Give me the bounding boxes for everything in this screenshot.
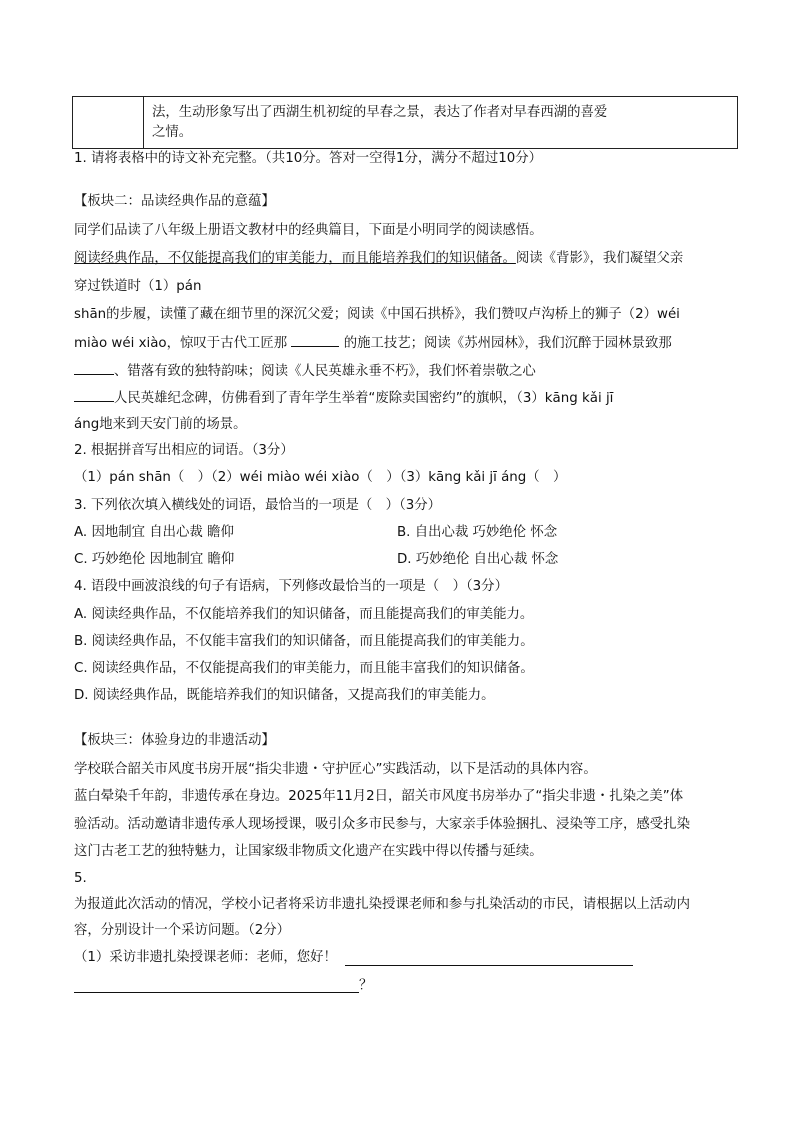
q4-option-c[interactable]: C. 阅读经典作品，不仅能提高我们的审美能力，而且能丰富我们的知识储备。	[74, 661, 534, 676]
para-text: miào wéi xiào，惊叹于古代工匠那	[74, 336, 288, 351]
q3-option-a[interactable]: A. 因地制宜 自出心裁 瞻仰	[74, 525, 234, 540]
question-3: 3. 下列依次填入横线处的词语，最恰当的一项是（ ）（3分）	[74, 498, 442, 513]
section-3-intro: 学校联合韶关市风度书房开展“指尖非遗・守护匠心”实践活动，以下是活动的具体内容。	[74, 762, 597, 777]
question-5-line: 为报道此次活动的情况，学校小记者将采访非遗扎染授课老师和参与扎染活动的市民，请根据以上活动内	[74, 897, 690, 912]
question-2-items: （1）pán shān（ ）（2）wéi miào wéi xiào（ ）（3）kāng kǎi jī áng（ ）	[74, 470, 567, 485]
question-5-sub1: （1）采访非遗扎染授课老师：老师，您好！	[74, 950, 337, 965]
q3-option-d[interactable]: D. 巧妙绝伦 自出心裁 怀念	[397, 552, 559, 567]
section-2-para-line	[74, 387, 613, 409]
section-3-title: 【板块三：体验身边的非遗活动】	[74, 733, 275, 748]
table-cell-line: 法，生动形象写出了西湖生机初绽的早春之景，表达了作者对早春西湖的喜爱	[152, 105, 608, 120]
q4-option-b[interactable]: B. 阅读经典作品，不仅能丰富我们的知识储备，而且能提高我们的审美能力。	[74, 634, 534, 649]
table-divider	[143, 97, 144, 148]
para-text: 的施工技艺；阅读《苏州园林》，我们沉醉于园林景致那	[343, 336, 672, 351]
section-2-para-line	[74, 360, 536, 382]
table-cell-text	[152, 103, 607, 143]
section-2-title: 【板块二：品读经典作品的意蕴】	[74, 194, 275, 209]
para-text: 、错落有致的独特韵味；阅读《人民英雄永垂不朽》，我们怀着崇敬之心	[114, 364, 536, 379]
q3-option-c[interactable]: C. 巧妙绝伦 因地制宜 瞻仰	[74, 552, 235, 567]
q3-option-b[interactable]: B. 自出心裁 巧妙绝伦 怀念	[397, 525, 558, 540]
table-cell-line: 之情。	[152, 125, 193, 140]
section-3-para-line: 这门古老工艺的独特魅力，让国家级非物质文化遗产在实践中得以传播与延续。	[74, 844, 543, 859]
q4-option-a[interactable]: A. 阅读经典作品，不仅能培养我们的知识储备，而且能提高我们的审美能力。	[74, 607, 534, 622]
section-2-para-line: shān的步履，读懂了藏在细节里的深沉父爱；阅读《中国石拱桥》，我们赞叹卢沟桥上的狮子（2）wéi	[74, 307, 680, 322]
question-5-line: 容，分别设计一个采访问题。（2分）	[74, 923, 291, 938]
question-1: 1. 请将表格中的诗文补充完整。（共10分。答对一空得1分，满分不超过10分）	[74, 151, 543, 166]
para-text: 阅读《背影》，我们凝望父亲	[515, 251, 684, 266]
section-2-para-line: áng地来到天安门前的场景。	[74, 417, 247, 432]
section-2-para-line: 穿过铁道时（1）pán	[74, 279, 202, 294]
fill-blank[interactable]	[74, 387, 114, 402]
section-2-para-line	[74, 249, 683, 269]
q4-option-d[interactable]: D. 阅读经典作品，既能培养我们的知识储备，又提高我们的审美能力。	[74, 688, 495, 703]
section-3-para-line: 验活动。活动邀请非遗传承人现场授课，吸引众多市民参与，大家亲手体验捆扎、浸染等工序，感受扎染	[74, 817, 690, 832]
section-2-intro: 同学们品读了八年级上册语文教材中的经典篇目，下面是小明同学的阅读感悟。	[74, 223, 543, 238]
section-3-para-line: 蓝白晕染千年韵，非遗传承在身边。2025年11月2日，韶关市风度书房举办了“指尖非遗・扎染之美”体	[74, 789, 684, 804]
answer-line[interactable]	[74, 992, 359, 993]
fill-blank[interactable]	[74, 360, 114, 375]
fill-blank[interactable]	[291, 332, 339, 347]
answer-line[interactable]	[345, 965, 633, 966]
question-mark: ？	[359, 978, 373, 993]
para-text: 人民英雄纪念碑，仿佛看到了青年学生举着“废除卖国密约”的旗帜，（3）kāng kǎi jī	[114, 391, 614, 406]
question-2: 2. 根据拼音写出相应的词语。（3分）	[74, 443, 294, 458]
wavy-sentence: 阅读经典作品，不仅能提高我们的审美能力，而且能培养我们的知识储备。	[74, 251, 516, 266]
question-5-number: 5.	[74, 871, 87, 886]
section-2-para-line	[74, 332, 672, 354]
question-4: 4. 语段中画波浪线的句子有语病，下列修改最恰当的一项是（ ）（3分）	[74, 579, 508, 594]
poem-table	[72, 96, 738, 149]
